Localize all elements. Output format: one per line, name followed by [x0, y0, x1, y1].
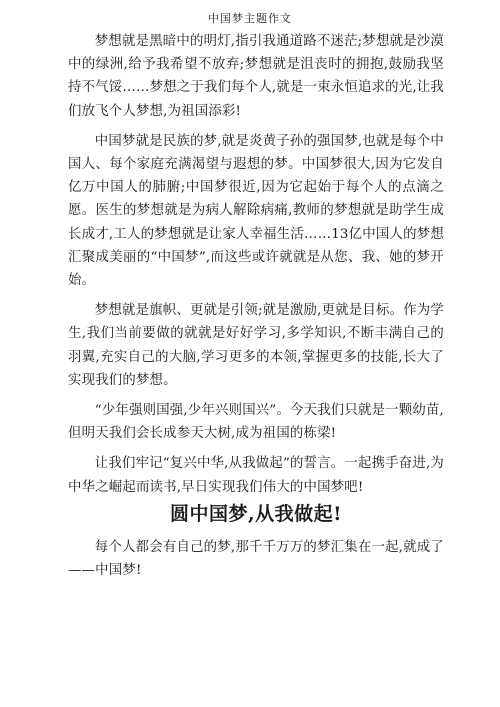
section-title: 圆中国梦,从我做起! [170, 502, 342, 525]
paragraph-youth-strong: “少年强则国强,少年兴则国兴”。今天我们只就是一颗幼苗,但明天我们会长成参天大树,成为祖国的栋梁! [68, 403, 444, 442]
paragraph-everyone-dream: 每个人都会有自己的梦,那千千万万的梦汇集在一起,就成了——中国梦! [68, 540, 444, 579]
paragraph-remember-oath: 让我们牢记“复兴中华,从我做起”的誓言。一起携手奋进,为中华之崛起而读书,早日实现我们伟大的中国梦吧! [68, 456, 444, 495]
paragraph-china-dream: 中国梦就是民族的梦,就是炎黄子孙的强国梦,也就是每个中国人、每个家庭充满渴望与遐想的梦。中国梦很大,因为它发自亿万中国人的肺腑;中国梦很近,因为它起始于每个人的点滴之愿。医生的梦想就是为病人解除病痛,教师的梦想就是助学生成长成才,工人的梦想就是让家人幸福生活……13亿中国人的梦想汇聚成美丽的“中国梦”,而这些或许就就是从您、我、她的梦开始。 [68, 133, 444, 289]
paragraph-dream-banner: 梦想就是旗帜、更就是引领;就是激励,更就是目标。作为学生,我们当前要做的就就是好好学习,多学知识,不断丰满自己的羽翼,充实自己的大脑,学习更多的本领,掌握更多的技能,长大了实现我们的梦想。 [68, 303, 444, 388]
document-body [68, 30, 444, 589]
page-header: 中国梦主题作文 [208, 12, 292, 25]
paragraph-dream-light: 梦想就是黑暗中的明灯,指引我通道路不迷茫;梦想就是沙漠中的绿洲,给予我希望不放弃;梦想就是沮丧时的拥抱,鼓励我坚持不气馁……梦想之于我们每个人,就是一束永恒追求的光,让我们放飞个人梦想,为祖国添彩! [68, 34, 444, 119]
